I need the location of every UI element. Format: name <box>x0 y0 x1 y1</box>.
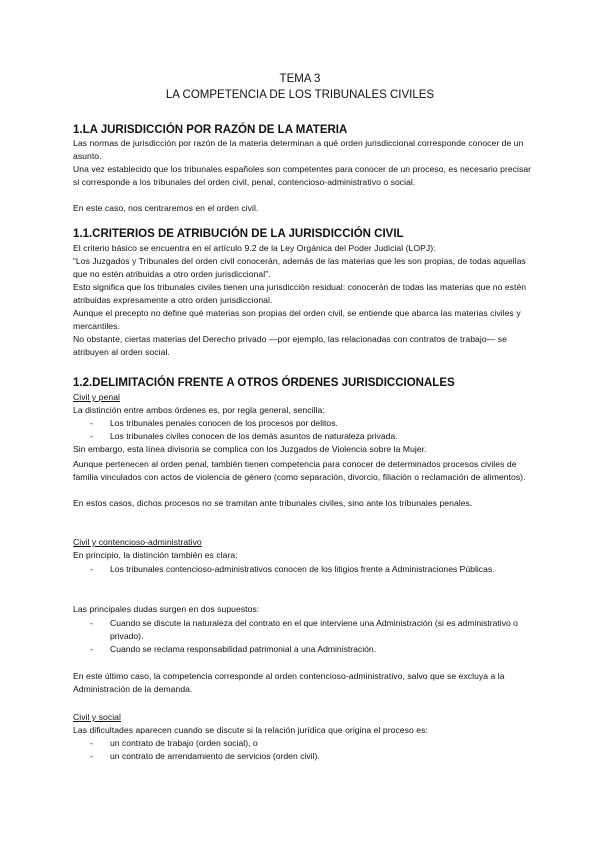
bullet-dash: - <box>90 564 93 574</box>
civil-contencioso-paragraph-1: En principio, la distinción también es clara: <box>73 550 238 560</box>
civil-contencioso-paragraph-2: Las principales dudas surgen en dos supuestos: <box>73 604 260 614</box>
title-line-1: TEMA 3 <box>279 73 321 85</box>
bullet-dash: - <box>90 618 93 628</box>
civil-penal-paragraph-3: Aunque pertenecen al orden penal, también tienen competencia para conocer de determinados procesos civiles de familia vinculados con actos de violencia de género (como separación, divorcio, filiación o reclamación de alimentos). <box>73 459 526 482</box>
civil-social-list <box>73 737 533 763</box>
section-1-paragraph-3: En este caso, nos centraremos en el orden civil. <box>73 203 259 213</box>
list-item: - Los tribunales contencioso-administrativos conocen de los litigios frente a Administraciones Públicas. <box>90 564 495 574</box>
bullet-dash: - <box>90 418 93 428</box>
bullet-dash: - <box>90 750 93 761</box>
section-1-1-paragraph-4: Aunque el precepto no define qué materias son propias del orden civil, se entiende que abarca las materias civiles y mercantiles. <box>73 308 521 331</box>
civil-penal-paragraph-2: Sin embargo, esta línea divisoria se complica con los Juzgados de Violencia sobre la Mujer. <box>73 444 427 454</box>
civil-penal-list <box>73 417 533 443</box>
subheading-civil-contencioso: Civil y contencioso-administrativo <box>73 537 202 547</box>
list-item: - un contrato de arrendamiento de servicios (orden civil). <box>90 750 320 761</box>
subheading-civil-social: Civil y social <box>73 712 121 722</box>
civil-contencioso-list-2 <box>73 617 533 655</box>
list-item: - un contrato de trabajo (orden social), o <box>90 738 258 748</box>
section-1-1-paragraph-3: Esto significa que los tribunales civiles tienen una jurisdicción residual: conocerán de todas las materias que no estén atribuidas expresamente a otro orden jurisdiccional. <box>73 282 527 305</box>
bullet-dash: - <box>90 430 93 441</box>
section-1-1-quote: “Los Juzgados y Tribunales del orden civil conocerán, además de las materias que les son propias, de todas aquellas que no estén atribuidas a otro orden jurisdiccional”. <box>73 256 526 279</box>
civil-contencioso-paragraph-3: En este último caso, la competencia corresponde al orden contencioso-administrativo, salvo que se excluya a la Administración de la demanda. <box>73 671 505 694</box>
section-1-1-paragraph-5: No obstante, ciertas materias del Derecho privado —por ejemplo, las relacionadas con contratos de trabajo— se atribuyen al orden social. <box>73 334 507 357</box>
document-title <box>0 71 600 103</box>
section-1-1-heading: 1.1.CRITERIOS DE ATRIBUCIÓN DE LA JURISDICCIÓN CIVIL <box>73 228 404 240</box>
civil-contencioso-list-1 <box>73 563 533 576</box>
section-1-paragraph-2: Una vez establecido que los tribunales españoles son competentes para conocer de un proceso, es necesario precisar si corresponde a los tribunales del orden civil, penal, contencioso-administrativo o social. <box>73 164 532 187</box>
civil-penal-paragraph-4: En estos casos, dichos procesos no se tramitan ante tribunales civiles, sino ante los tribunales penales. <box>73 498 473 508</box>
list-item: - Cuando se reclama responsabilidad patrimonial a una Administración. <box>90 643 377 654</box>
section-1-paragraph-1: Las normas de jurisdicción por razón de la materia determinan a qué orden jurisdiccional corresponde conocer de un asunto. <box>73 138 524 161</box>
bullet-dash: - <box>90 643 93 654</box>
civil-social-paragraph-1: Las dificultades aparecen cuando se discute si la relación jurídica que origina el proceso es: <box>73 725 428 735</box>
civil-penal-paragraph-1: La distinción entre ambos órdenes es, por regla general, sencilla: <box>73 405 325 415</box>
list-item: - Los tribunales penales conocen de los procesos por delitos. <box>90 418 338 428</box>
list-item: - Los tribunales civiles conocen de los demás asuntos de naturaleza privada. <box>90 430 398 441</box>
list-item: - Cuando se discute la naturaleza del contrato en el que interviene una Administración (si es administrativo o privado). <box>90 618 518 641</box>
subheading-civil-penal: Civil y penal <box>73 392 120 402</box>
bullet-dash: - <box>90 738 93 748</box>
section-1-2-heading: 1.2.DELIMITACIÓN FRENTE A OTROS ÓRDENES JURISDICCIONALES <box>73 377 455 389</box>
section-1-heading: 1.LA JURISDICCIÓN POR RAZÓN DE LA MATERIA <box>73 124 348 136</box>
title-line-2: LA COMPETENCIA DE LOS TRIBUNALES CIVILES <box>165 89 435 101</box>
section-1-1-paragraph-1: El criterio básico se encuentra en el artículo 9.2 de la Ley Orgánica del Poder Judicial (LOPJ): <box>73 243 436 253</box>
